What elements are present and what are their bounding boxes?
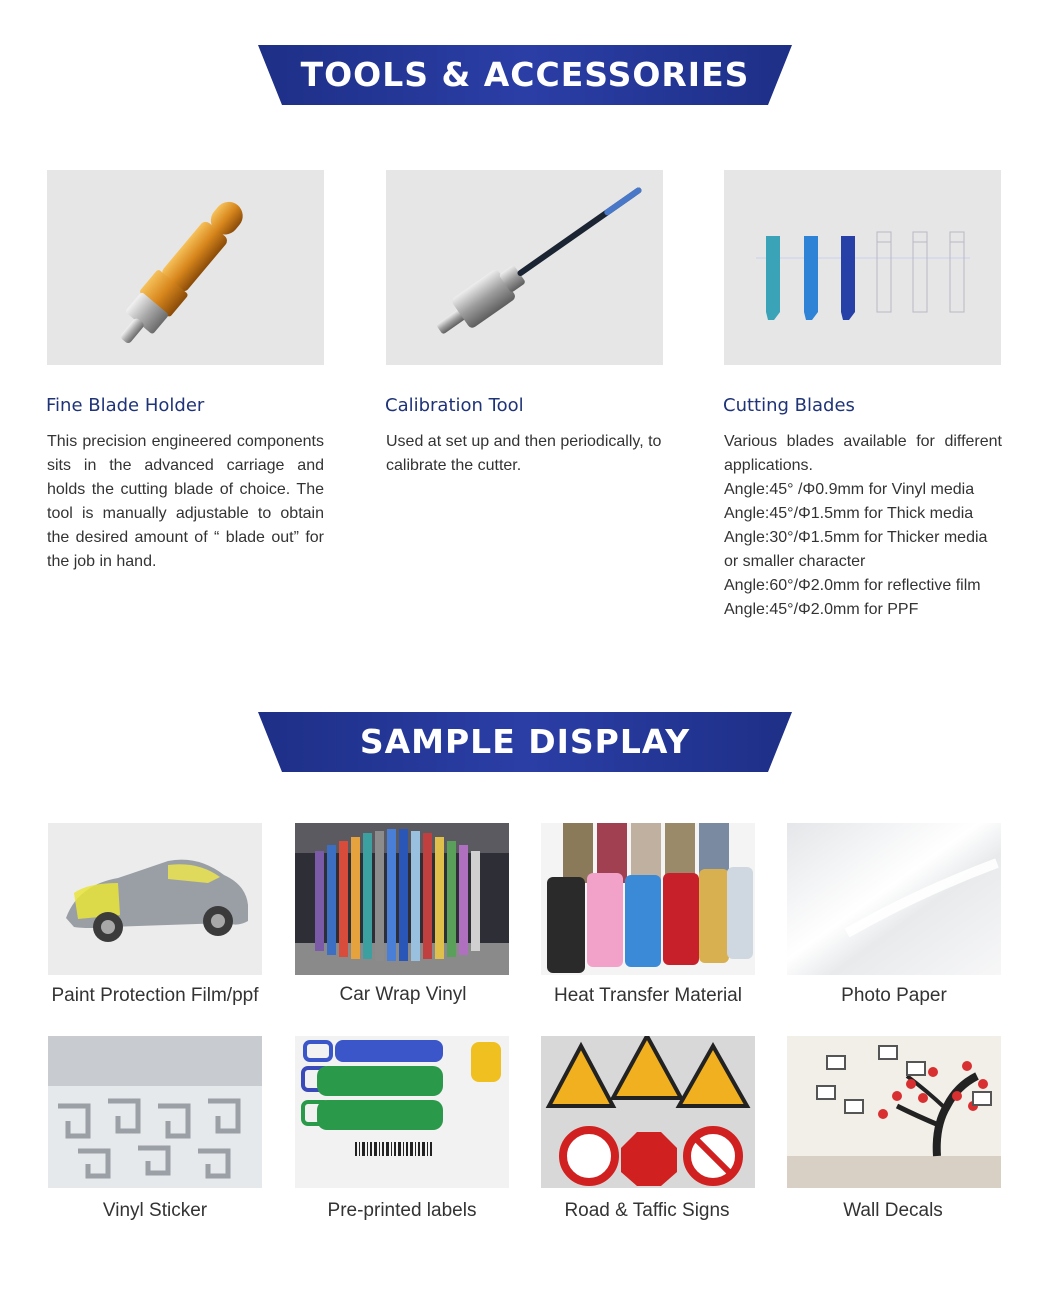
sample-caption-heat-transfer-material: Heat Transfer Material	[554, 985, 742, 1006]
sample-caption-paint-protection-film: Paint Protection Film/ppf	[51, 985, 259, 1006]
tools-section-title: TOOLS & ACCESSORIES	[300, 55, 750, 94]
sample-caption-road-traffic-signs: Road & Taffic Signs	[564, 1200, 730, 1221]
blade-spec-line: Angle:45° /Φ0.9mm for Vinyl media	[724, 481, 975, 498]
paint-protection-film-image	[48, 823, 262, 975]
blade-spec-line: Angle:60°/Φ2.0mm for reflective film	[724, 577, 981, 594]
blade-spec-line: Angle:30°/Φ1.5mm for Thicker media or smaller character	[724, 529, 988, 570]
samples-section-banner	[258, 712, 792, 772]
tools-section-banner	[258, 45, 792, 105]
blade-spec-line: Angle:45°/Φ1.5mm for Thick media	[724, 505, 974, 522]
pre-printed-labels-image	[295, 1036, 509, 1188]
calibration-tool-title: Calibration Tool	[385, 395, 524, 416]
heat-transfer-material-image	[541, 823, 755, 975]
vinyl-sticker-image	[48, 1036, 262, 1188]
cutting-blades-description	[724, 430, 1002, 622]
car-wrap-vinyl-image	[295, 823, 509, 975]
fine-blade-holder-image	[47, 170, 324, 365]
wall-decals-image	[787, 1036, 1001, 1188]
calibration-tool-description: Used at set up and then periodically, to calibrate the cutter.	[386, 433, 662, 474]
blade-spec-line: Various blades available for different applications.	[724, 433, 1002, 474]
sample-caption-pre-printed-labels: Pre-printed labels	[327, 1200, 477, 1221]
sample-caption-vinyl-sticker: Vinyl Sticker	[102, 1200, 208, 1221]
fine-blade-holder-title: Fine Blade Holder	[46, 395, 205, 416]
photo-paper-image	[787, 823, 1001, 975]
road-traffic-signs-image	[541, 1036, 755, 1188]
calibration-tool-image	[386, 170, 663, 365]
sample-caption-wall-decals: Wall Decals	[843, 1200, 943, 1221]
sample-caption-photo-paper: Photo Paper	[841, 985, 947, 1006]
sample-caption-car-wrap-vinyl: Car Wrap Vinyl	[339, 984, 467, 1005]
cutting-blades-image	[724, 170, 1001, 365]
blade-spec-line: Angle:45°/Φ2.0mm for PPF	[724, 601, 919, 618]
fine-blade-holder-description: This precision engineered components sits in the advanced carriage and holds the cutting blade of choice. The tool is manually adjustable to obtain the desired amount of “ blade out” for the job in hand.	[47, 433, 324, 570]
cutting-blades-title: Cutting Blades	[723, 395, 855, 416]
samples-section-title: SAMPLE DISPLAY	[359, 722, 691, 761]
